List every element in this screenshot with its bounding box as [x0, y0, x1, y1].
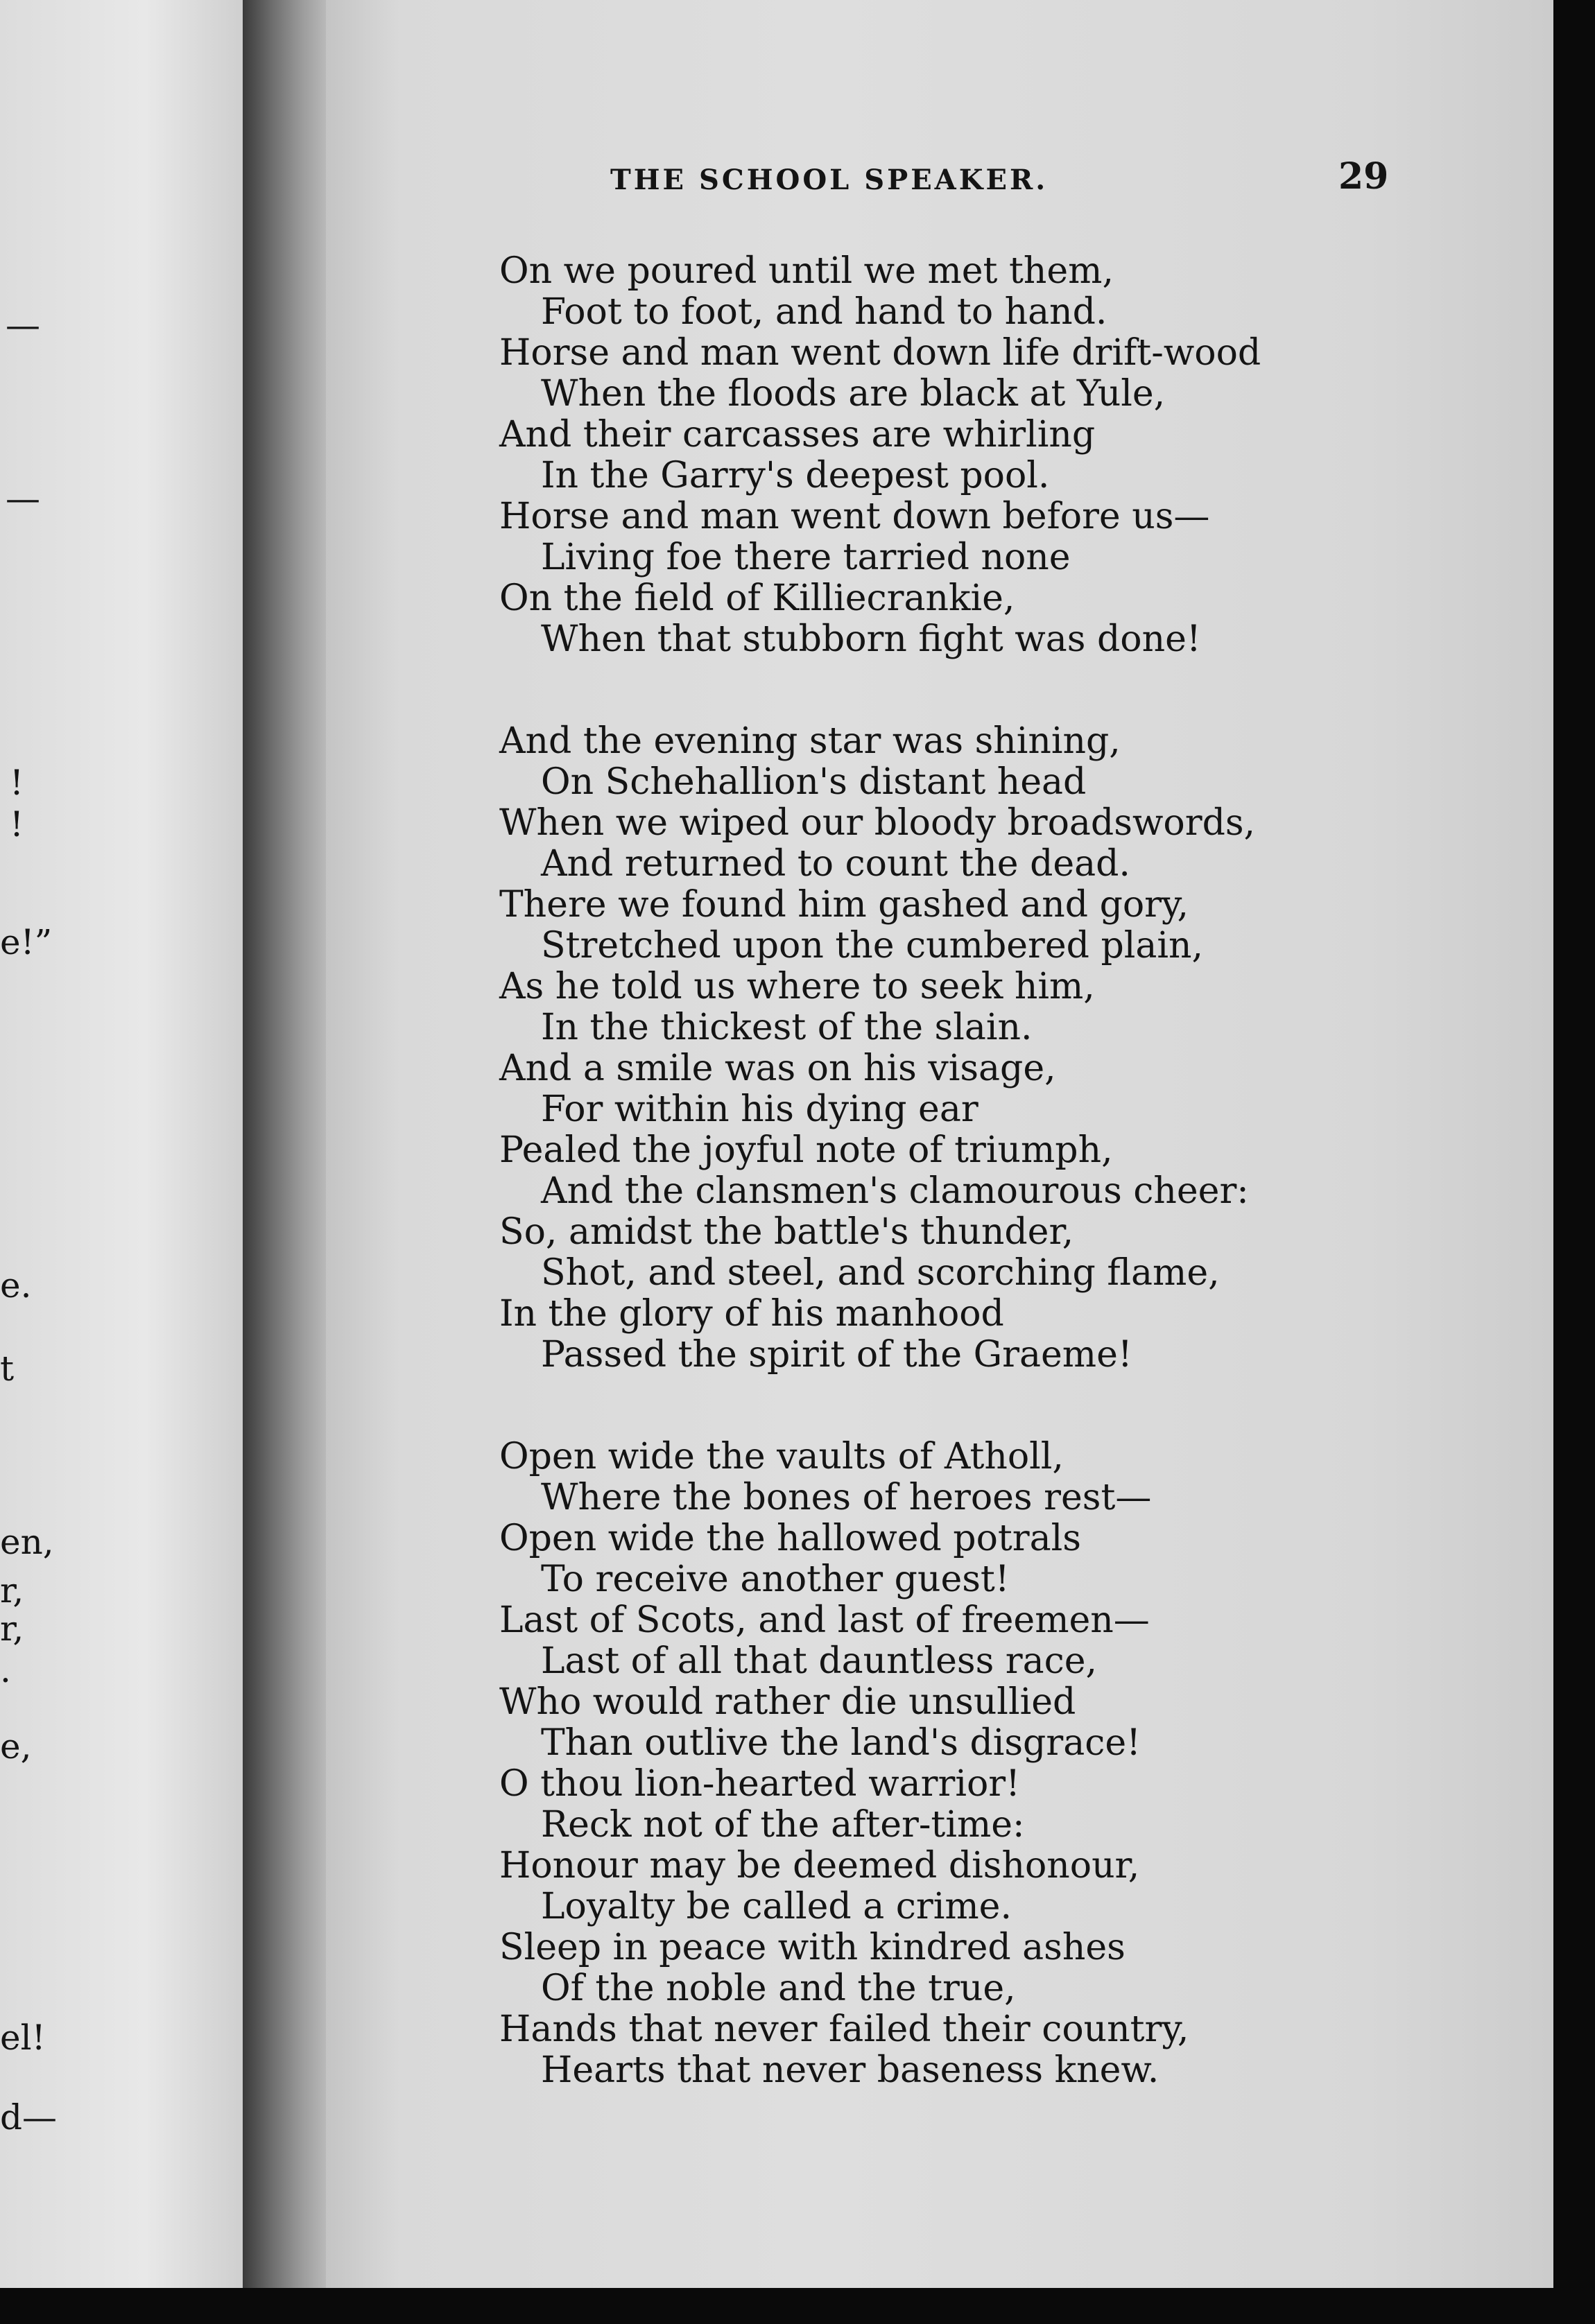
- poem-line: Who would rather die unsullied: [499, 1681, 1076, 1723]
- poem-line: In the Garry's deepest pool.: [541, 455, 1050, 496]
- poem-line: For within his dying ear: [541, 1089, 978, 1130]
- left-fragment: —: [6, 478, 40, 519]
- poem-line: Where the bones of heroes rest—: [541, 1477, 1152, 1518]
- left-fragment: —: [6, 305, 40, 345]
- poem-line: And the evening star was shining,: [499, 720, 1121, 762]
- poem-line: Loyalty be called a crime.: [541, 1886, 1012, 1927]
- poem-line: Horse and man went down before us—: [499, 496, 1210, 537]
- poem-line: Hands that never failed their country,: [499, 2009, 1189, 2050]
- poem-line: On Schehallion's distant head: [541, 761, 1087, 803]
- left-fragment: t: [0, 1349, 15, 1389]
- poem-line: When we wiped our bloody broadswords,: [499, 802, 1256, 844]
- poem-line: Last of all that dauntless race,: [541, 1640, 1098, 1682]
- poem-line: When the floods are black at Yule,: [541, 373, 1166, 415]
- poem-line: Of the noble and the true,: [541, 1968, 1016, 2009]
- left-page-text-fragments: [0, 0, 69, 2324]
- poem-line: In the thickest of the slain.: [541, 1007, 1033, 1048]
- poem-line: Sleep in peace with kindred ashes: [499, 1927, 1126, 1968]
- poem-line: Than outlive the land's disgrace!: [541, 1722, 1141, 1764]
- left-fragment: e.: [0, 1265, 32, 1306]
- poem-line: Honour may be deemed dishonour,: [499, 1845, 1140, 1887]
- scan-border-right: [1553, 0, 1595, 2324]
- poem-line: And their carcasses are whirling: [499, 414, 1096, 456]
- left-fragment: e!”: [0, 922, 53, 962]
- poem-line: Foot to foot, and hand to hand.: [541, 291, 1107, 333]
- poem-line: Hearts that never baseness knew.: [541, 2049, 1159, 2091]
- poem-line: When that stubborn fight was done!: [541, 618, 1201, 660]
- stanza-break: [499, 1376, 1512, 1437]
- poem-line: Passed the spirit of the Graeme!: [541, 1334, 1132, 1376]
- stanza: [499, 251, 1512, 660]
- poem-line: Shot, and steel, and scorching flame,: [541, 1252, 1220, 1294]
- poem-line: On the field of Killiecrankie,: [499, 578, 1015, 619]
- left-fragment: !: [10, 804, 24, 844]
- poem-line: O thou lion-hearted warrior!: [499, 1763, 1021, 1805]
- running-head: THE SCHOOL SPEAKER.: [610, 164, 1049, 196]
- poem-line: And a smile was on his visage,: [499, 1048, 1056, 1089]
- stanza: [499, 721, 1512, 1376]
- left-fragment: e,: [0, 1726, 32, 1767]
- left-fragment: d—: [0, 2097, 58, 2137]
- poem-line: So, amidst the battle's thunder,: [499, 1211, 1074, 1253]
- poem-line: Stretched upon the cumbered plain,: [541, 925, 1204, 966]
- poem: [499, 251, 1512, 2091]
- left-fragment: r,: [0, 1570, 24, 1611]
- left-page-edge: [0, 0, 243, 2324]
- stanza-break: [499, 660, 1512, 721]
- poem-line: Living foe there tarried none: [541, 537, 1071, 578]
- left-fragment: el!: [0, 2018, 46, 2058]
- poem-line: Last of Scots, and last of freemen—: [499, 1599, 1150, 1641]
- left-fragment: r,: [0, 1608, 24, 1649]
- poem-line: Open wide the vaults of Atholl,: [499, 1436, 1064, 1477]
- poem-line: Open wide the hallowed potrals: [499, 1518, 1081, 1559]
- poem-line: As he told us where to seek him,: [499, 966, 1095, 1007]
- scan-border-bottom: [0, 2288, 1595, 2324]
- poem-line: And the clansmen's clamourous cheer:: [541, 1170, 1249, 1212]
- stanza: [499, 1437, 1512, 2091]
- poem-line: There we found him gashed and gory,: [499, 884, 1189, 926]
- poem-line: Pealed the joyful note of triumph,: [499, 1129, 1113, 1171]
- poem-line: To receive another guest!: [541, 1559, 1010, 1600]
- left-fragment: .: [0, 1650, 11, 1690]
- poem-line: In the glory of his manhood: [499, 1293, 1004, 1335]
- left-fragment: en,: [0, 1522, 54, 1562]
- left-fragment: !: [10, 763, 24, 803]
- poem-line: Horse and man went down life drift-wood: [499, 332, 1261, 374]
- poem-line: Reck not of the after-time:: [541, 1804, 1025, 1846]
- poem-line: On we poured until we met them,: [499, 250, 1114, 292]
- book-gutter-shadow: [243, 0, 326, 2324]
- page-number: 29: [1338, 155, 1389, 198]
- poem-line: And returned to count the dead.: [541, 843, 1130, 885]
